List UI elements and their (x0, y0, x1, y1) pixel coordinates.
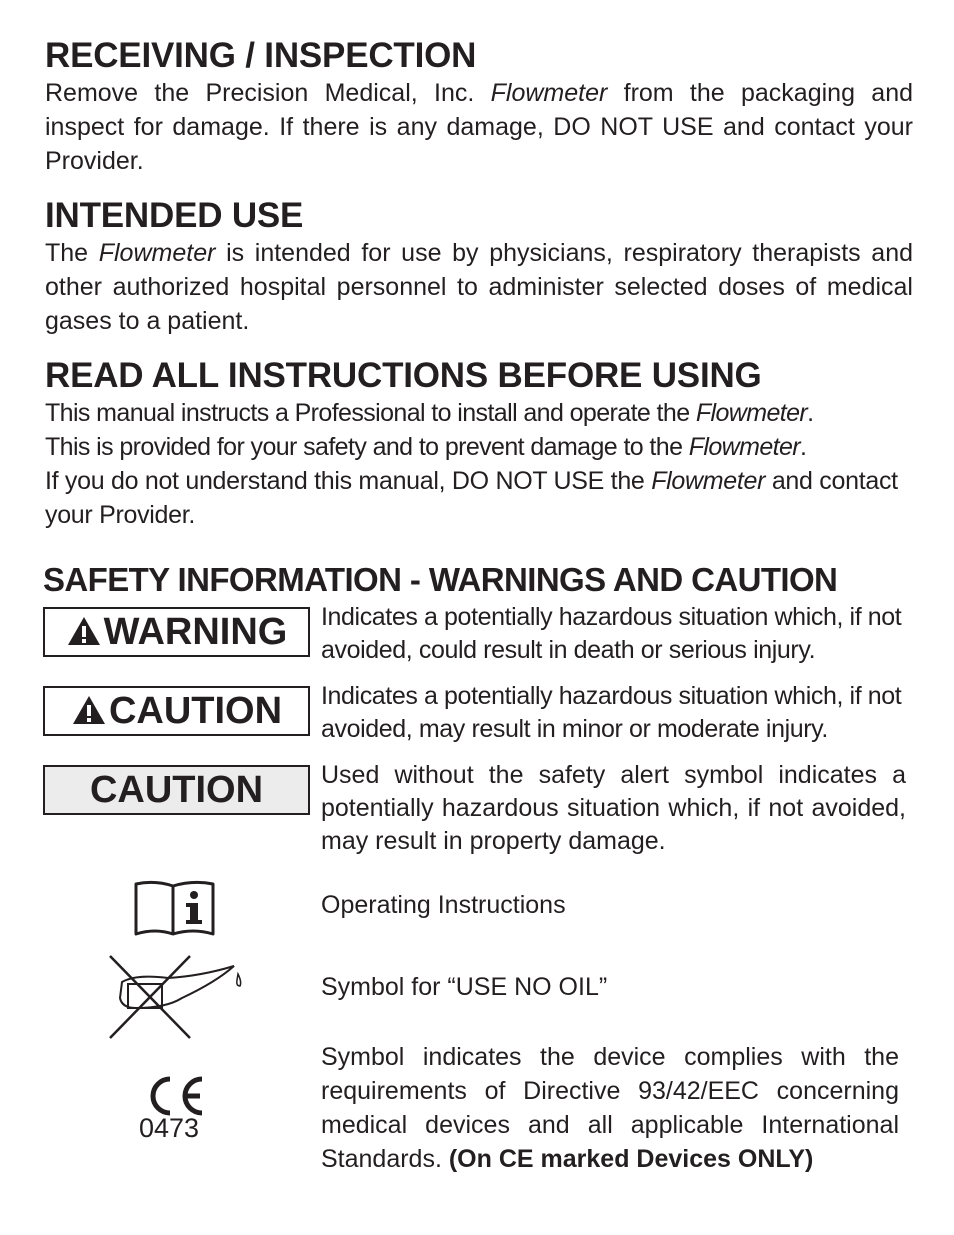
caution-alert-description: Indicates a potentially hazardous situation which, if not avoided, may result in minor or moderate injury. (321, 682, 902, 743)
intended-text: The (45, 239, 99, 267)
intended-use-paragraph (45, 236, 913, 338)
operating-instructions-icon (133, 878, 217, 938)
caution-alert-label: CAUTION (108, 690, 283, 732)
warning-badge (43, 607, 310, 657)
warning-triangle-icon (66, 615, 102, 647)
read-line-1-text: This manual instructs a Professional to install and operate the (45, 399, 696, 427)
read-instructions-heading: READ ALL INSTRUCTIONS BEFORE USING (45, 356, 762, 395)
intended-text-rest: is intended for use by physicians, respiratory therapists and other authorized hospital personnel to administer selected doses of medical gases to a patient. (45, 239, 913, 335)
ce-description-text: Symbol indicates the device complies with the requirements of Directive 93/42/EEC concerning medical devices and all applicable International Standards. (321, 1043, 899, 1173)
receiving-section (45, 36, 913, 178)
flowmeter-term: Flowmeter (490, 79, 608, 107)
warning-description: Indicates a potentially hazardous situation which, if not avoided, could result in death or serious injury. (321, 603, 902, 664)
no-oil-label: Symbol for “USE NO OIL” (321, 973, 608, 1001)
intended-use-section (45, 196, 913, 338)
receiving-text-rest: from the packaging and inspect for damage. If there is any damage, DO NOT USE and contact your Provider. (45, 79, 914, 175)
receiving-paragraph (45, 76, 913, 178)
warning-triangle-icon (71, 694, 107, 726)
ce-mark-icon (144, 1075, 206, 1117)
flowmeter-term: Flowmeter (695, 399, 808, 427)
read-instructions-section (45, 356, 925, 532)
ce-description-note: (On CE marked Devices ONLY) (448, 1145, 814, 1173)
caution-alert-badge (43, 686, 310, 736)
read-line-3-end: and contact your Provider. (45, 467, 898, 529)
read-line-3-text: If you do not understand this manual, DO NOT USE the (45, 467, 652, 495)
ce-notified-body-number: 0473 (139, 1113, 200, 1143)
flowmeter-term: Flowmeter (98, 239, 216, 267)
safety-information-heading: SAFETY INFORMATION - WARNINGS AND CAUTION (43, 561, 838, 598)
receiving-text: Remove the Precision Medical, Inc. (45, 79, 491, 107)
read-line-2 (45, 430, 925, 464)
intended-use-heading: INTENDED USE (45, 196, 304, 235)
warning-label: WARNING (103, 611, 288, 653)
no-oil-icon (106, 952, 246, 1040)
read-line-1-end: . (807, 399, 814, 427)
caution-description: Used without the safety alert symbol indicates a potentially hazardous situation which, if not avoided, may result in property damage. (321, 761, 906, 855)
read-line-1 (45, 396, 925, 430)
read-line-3 (45, 464, 913, 532)
receiving-heading: RECEIVING / INSPECTION (45, 36, 477, 75)
caution-badge (43, 765, 310, 815)
ce-description (321, 1040, 899, 1176)
flowmeter-term: Flowmeter (651, 467, 766, 495)
flowmeter-term: Flowmeter (688, 433, 801, 461)
operating-instructions-label: Operating Instructions (321, 891, 566, 919)
read-line-2-end: . (800, 433, 807, 461)
caution-label: CAUTION (89, 769, 264, 811)
read-line-2-text: This is provided for your safety and to prevent damage to the (45, 433, 689, 461)
